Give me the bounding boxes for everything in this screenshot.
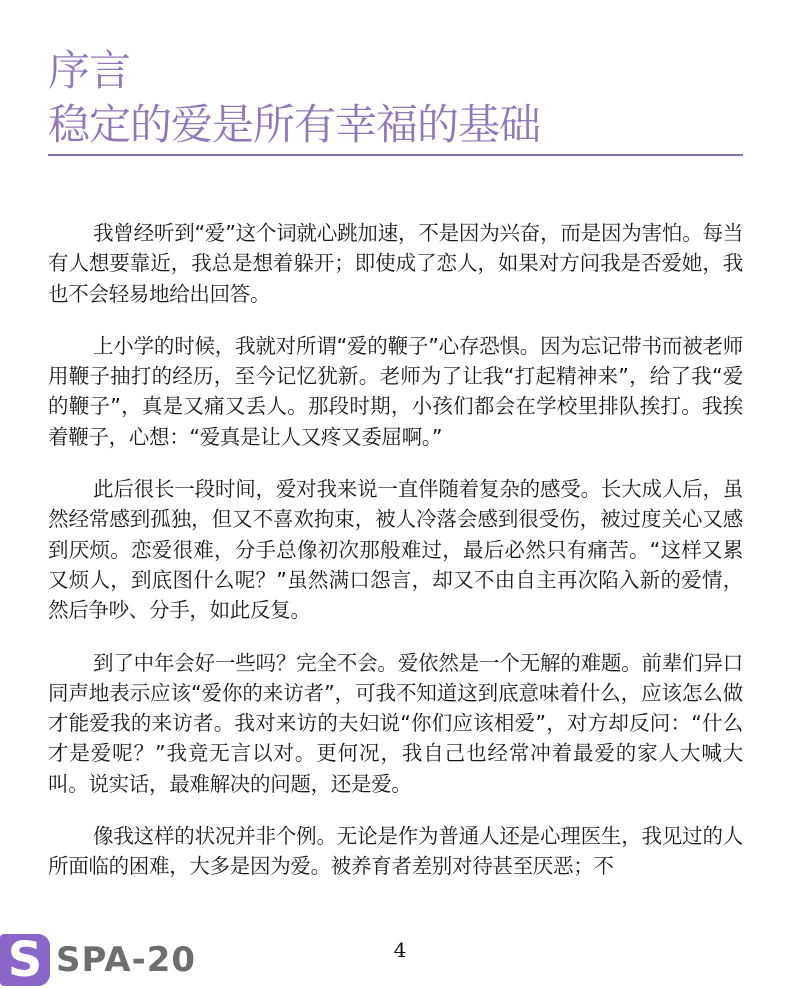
- paragraph-1: 我曾经听到“爱”这个词就心跳加速，不是因为兴奋，而是因为害怕。每当有人想要靠近，我总是想着躲开；即使成了恋人，如果对方问我是否爱她，我也不会轻易地给出回答。: [48, 221, 743, 306]
- body-text: [48, 218, 743, 904]
- paragraph-2: 上小学的时候，我就对所谓“爱的鞭子”心存恐惧。因为忘记带书而被老师用鞭子抽打的经历，至今记忆犹新。老师为了让我“打起精神来”，给了我“爱的鞭子”，真是又痛又丢人。那段时期，小孩们都会在学校里排队挨打。我挨着鞭子，心想：“爱真是让人又疼又委屈啊。”: [48, 333, 743, 449]
- chapter-title: 稳定的爱是所有幸福的基础: [48, 100, 541, 149]
- paragraph-3: 此后很长一段时间，爱对我来说一直伴随着复杂的感受。长大成人后，虽然经常感到孤独，但又不喜欢拘束，被人冷落会感到很受伤，被过度关心又感到厌烦。恋爱很难，分手总像初次那般难过，最后必然只有痛苦。“这样又累又烦人，到底图什么呢？”虽然满口怨言，却又不由自主再次陷入新的爱情，然后争吵、分手，如此反复。: [48, 477, 743, 623]
- paragraph-5: 像我这样的状况并非个例。无论是作为普通人还是心理医生，我见过的人所面临的困难，大多是因为爱。被养育者差别对待甚至厌恶；不: [48, 824, 743, 879]
- watermark-logo: [0, 934, 196, 986]
- page-number: 4: [393, 938, 407, 962]
- paragraph-4: 到了中年会好一些吗？完全不会。爱依然是一个无解的难题。前辈们异口同声地表示应该“爱你的来访者”，可我不知道这到底意味着什么，应该怎么做才能爱我的来访者。我对来访的夫妇说“你们应该相爱”，对方却反问：“什么才是爱呢？”我竟无言以对。更何况，我自己也经常冲着最爱的家人大喊大叫。说实话，最难解决的问题，还是爱。: [48, 650, 743, 796]
- logo-s-icon: S: [0, 934, 50, 986]
- chapter-title-prefix: 序言: [48, 46, 131, 95]
- chapter-heading: [48, 44, 743, 156]
- logo-text: SPA-20: [56, 940, 197, 980]
